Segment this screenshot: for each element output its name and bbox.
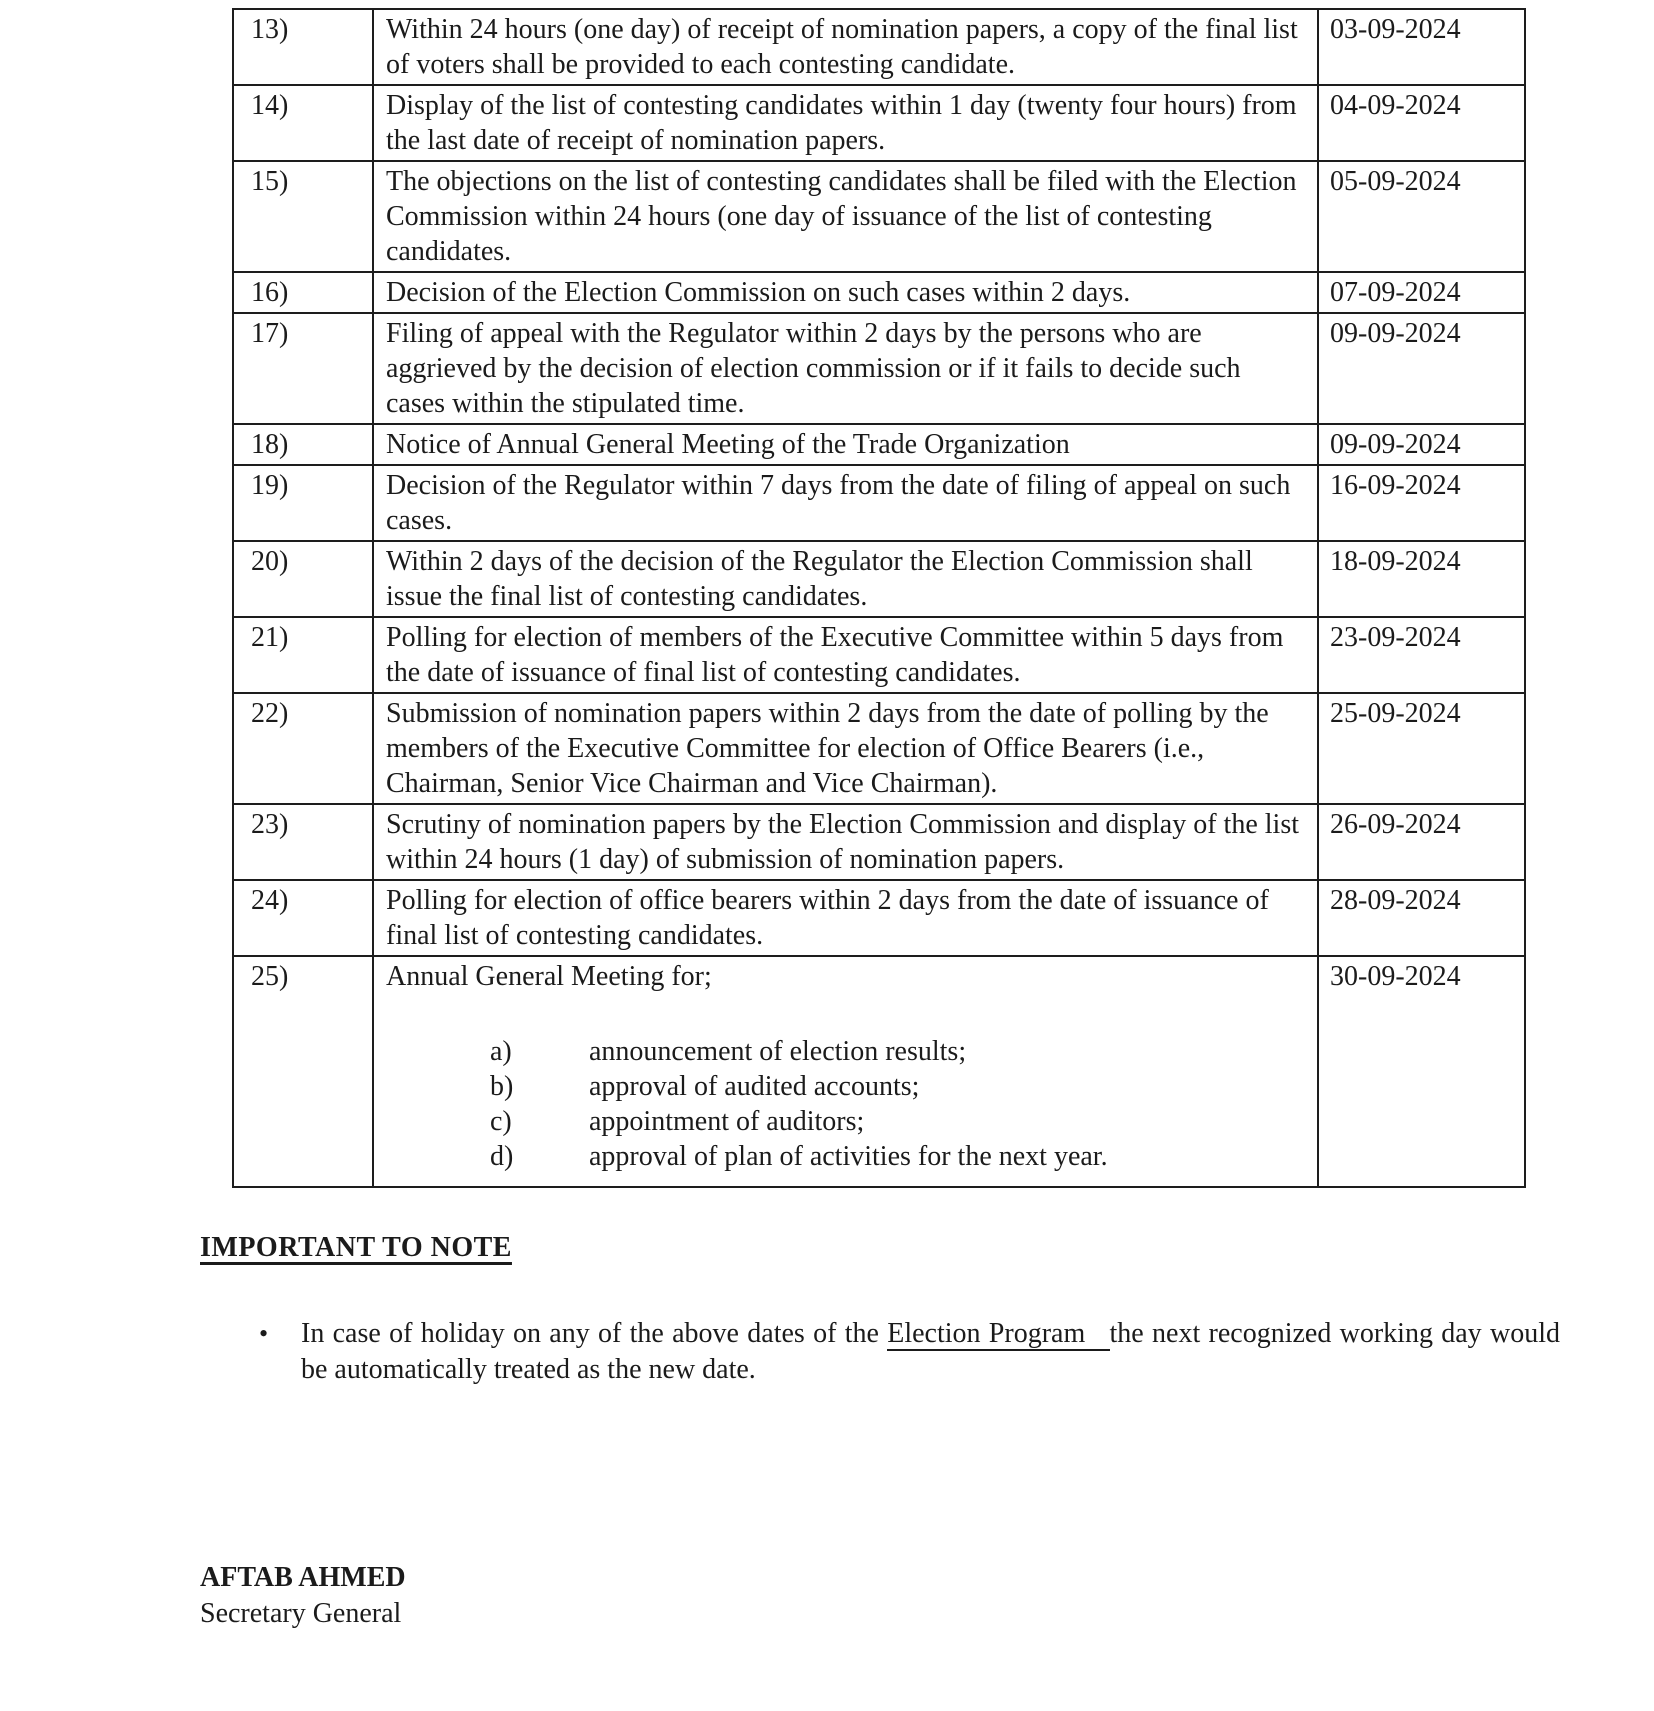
row-description-cell [373, 956, 1318, 1187]
row-date-cell: 03-09-2024 [1318, 9, 1525, 85]
table-row [233, 161, 1525, 272]
row-number-cell: 14) [233, 85, 373, 161]
row-description-text: Scrutiny of nomination papers by the Election Commission and display of the list within 24 hours (1 day) of submission of nomination papers. [386, 809, 1299, 875]
subitem-label: c) [490, 1106, 512, 1137]
signatory-name: AFTAB AHMED [200, 1562, 406, 1593]
table-row [233, 272, 1525, 313]
row-date-cell: 09-09-2024 [1318, 313, 1525, 424]
subitem-text: approval of plan of activities for the next year. [589, 1141, 1108, 1172]
row-description-text: Within 2 days of the decision of the Regulator the Election Commission shall issue the final list of contesting candidates. [386, 546, 1253, 612]
row-date-cell: 25-09-2024 [1318, 693, 1525, 804]
row-date-cell: 09-09-2024 [1318, 424, 1525, 465]
subitem-text: appointment of auditors; [589, 1106, 865, 1137]
subitem-text: announcement of election results; [589, 1036, 967, 1067]
agenda-subitem-list [490, 1034, 1303, 1174]
row-date-cell: 05-09-2024 [1318, 161, 1525, 272]
row-number-cell: 18) [233, 424, 373, 465]
table-row [233, 956, 1525, 1187]
row-number-cell: 20) [233, 541, 373, 617]
table-row [233, 424, 1525, 465]
bullet-icon: • [259, 1319, 269, 1348]
row-description-cell [373, 9, 1318, 85]
table-row [233, 804, 1525, 880]
row-description-cell [373, 465, 1318, 541]
row-description-cell [373, 424, 1318, 465]
table-row [233, 693, 1525, 804]
row-description-text: Polling for election of office bearers within 2 days from the date of issuance of final list of contesting candidates. [386, 885, 1269, 951]
subitem-label: a) [490, 1036, 512, 1067]
row-number-cell: 25) [233, 956, 373, 1187]
row-number-cell: 23) [233, 804, 373, 880]
subitem-label: b) [490, 1071, 514, 1102]
election-program-table [232, 8, 1526, 1188]
row-description-cell [373, 693, 1318, 804]
row-number-cell: 16) [233, 272, 373, 313]
row-description-cell [373, 85, 1318, 161]
bullet-underlined-phrase: Election Program [887, 1318, 1109, 1351]
table-row [233, 465, 1525, 541]
row-number-cell: 21) [233, 617, 373, 693]
table-row [233, 617, 1525, 693]
table-row [233, 85, 1525, 161]
row-description-text: Submission of nomination papers within 2 days from the date of polling by the members of the Executive Committee for election of Office Bearers (i.e., Chairman, Senior Vice Chairman and Vice Chairman). [386, 698, 1269, 799]
row-description-text: Decision of the Election Commission on such cases within 2 days. [386, 277, 1131, 308]
note-bullet-item [259, 1316, 1560, 1388]
row-number-cell: 17) [233, 313, 373, 424]
agenda-subitem [490, 1069, 1303, 1104]
row-description-text: Display of the list of contesting candidates within 1 day (twenty four hours) from the last date of receipt of nomination papers. [386, 90, 1297, 156]
note-bullet-text [301, 1316, 1560, 1388]
row-date-cell: 30-09-2024 [1318, 956, 1525, 1187]
important-to-note-heading: IMPORTANT TO NOTE [200, 1232, 512, 1263]
row-date-cell: 26-09-2024 [1318, 804, 1525, 880]
bullet-text-after: the next recognized working day would be automatically treated as the new date. [301, 1318, 1560, 1385]
signature-block [200, 1560, 1654, 1632]
row-description-cell [373, 541, 1318, 617]
row-date-cell: 23-09-2024 [1318, 617, 1525, 693]
bullet-text-before: In case of holiday on any of the above dates of the [301, 1318, 888, 1349]
subitem-text: approval of audited accounts; [589, 1071, 920, 1102]
agenda-subitem [490, 1139, 1303, 1174]
row-number-cell: 24) [233, 880, 373, 956]
agenda-subitem [490, 1034, 1303, 1069]
row-description-cell [373, 161, 1318, 272]
row-number-cell: 19) [233, 465, 373, 541]
table-row [233, 313, 1525, 424]
table-row [233, 880, 1525, 956]
row-description-text: Decision of the Regulator within 7 days from the date of filing of appeal on such cases. [386, 470, 1291, 536]
row-description-text: Annual General Meeting for; [386, 961, 712, 992]
table-body [233, 9, 1525, 1187]
row-number-cell: 13) [233, 9, 373, 85]
agenda-subitem [490, 1104, 1303, 1139]
row-date-cell: 18-09-2024 [1318, 541, 1525, 617]
row-description-text: Filing of appeal with the Regulator within 2 days by the persons who are aggrieved by the decision of election commission or if it fails to decide such cases within the stipulated time. [386, 318, 1241, 419]
table-row [233, 9, 1525, 85]
subitem-label: d) [490, 1141, 514, 1172]
signatory-title: Secretary General [200, 1598, 402, 1629]
row-description-cell [373, 313, 1318, 424]
row-date-cell: 04-09-2024 [1318, 85, 1525, 161]
row-number-cell: 22) [233, 693, 373, 804]
document-page [0, 8, 1654, 1632]
row-date-cell: 28-09-2024 [1318, 880, 1525, 956]
row-description-text: Within 24 hours (one day) of receipt of nomination papers, a copy of the final list of voters shall be provided to each contesting candidate. [386, 14, 1298, 80]
row-description-text: Polling for election of members of the Executive Committee within 5 days from the date of issuance of final list of contesting candidates. [386, 622, 1284, 688]
row-number-cell: 15) [233, 161, 373, 272]
row-date-cell: 16-09-2024 [1318, 465, 1525, 541]
row-description-cell [373, 272, 1318, 313]
row-description-text: Notice of Annual General Meeting of the Trade Organization [386, 429, 1070, 460]
row-description-cell [373, 804, 1318, 880]
table-row [233, 541, 1525, 617]
row-date-cell: 07-09-2024 [1318, 272, 1525, 313]
row-description-text: The objections on the list of contesting candidates shall be filed with the Election Commission within 24 hours (one day of issuance of the list of contesting candidates. [386, 166, 1297, 267]
row-description-cell [373, 880, 1318, 956]
row-description-cell [373, 617, 1318, 693]
